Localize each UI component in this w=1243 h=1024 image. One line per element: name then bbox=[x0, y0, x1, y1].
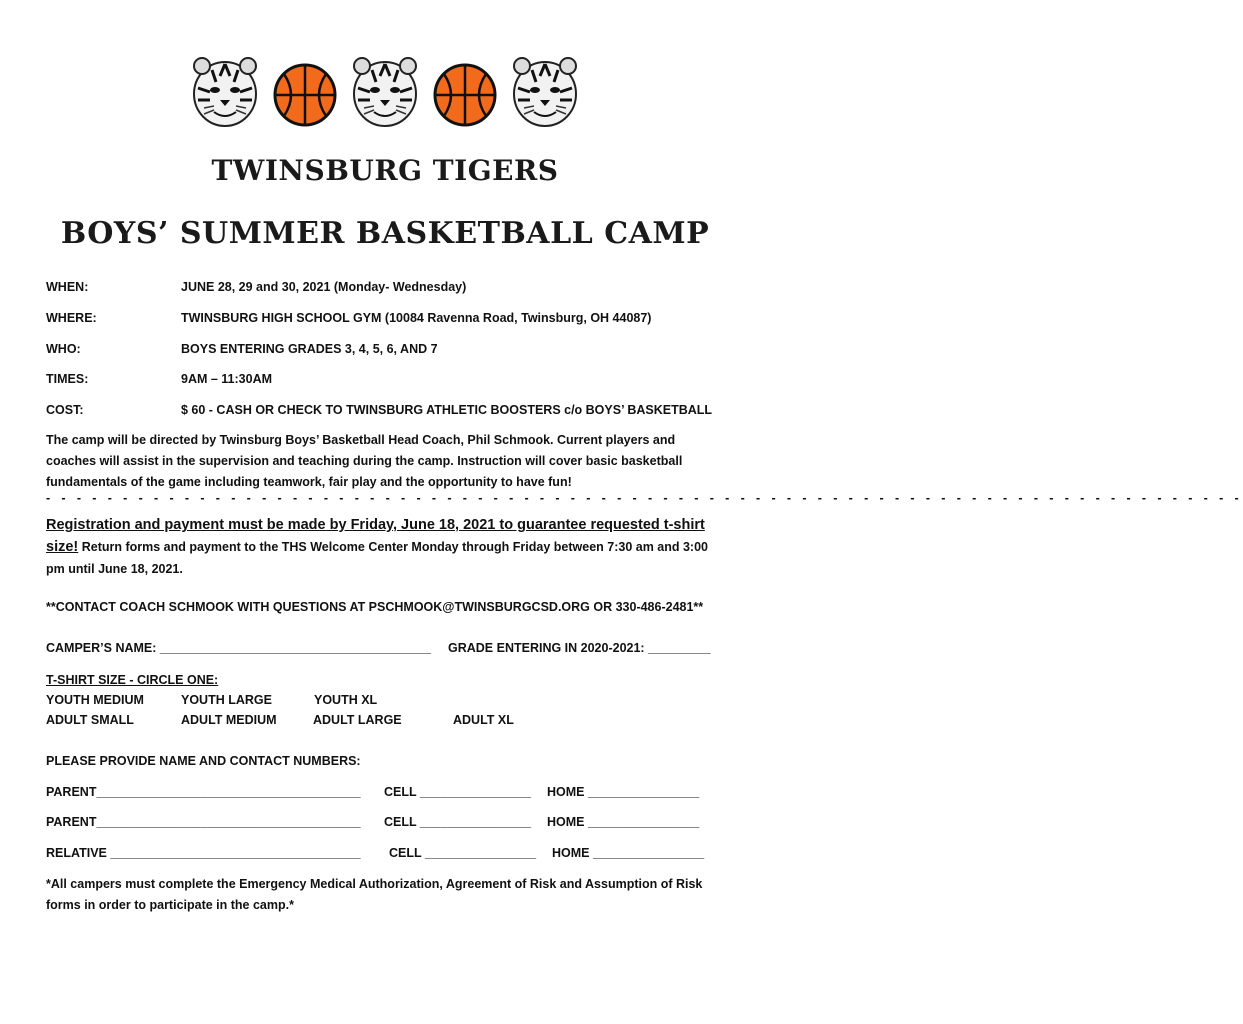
relative-cell-field: CELL ________________ bbox=[389, 846, 537, 860]
tshirt-option: YOUTH LARGE bbox=[181, 693, 272, 707]
detail-label: TIMES: bbox=[46, 372, 89, 386]
parent-cell-field: CELL ________________ bbox=[384, 815, 532, 829]
detail-value: TWINSBURG HIGH SCHOOL GYM (10084 Ravenna Road, Twinsburg, OH 44087) bbox=[181, 311, 652, 325]
contact-coach: **CONTACT COACH SCHMOOK WITH QUESTIONS AT PSCHMOOK@TWINSBURGCSD.ORG OR 330-486-2481** bbox=[46, 600, 704, 614]
tshirt-option: ADULT SMALL bbox=[46, 713, 134, 727]
registration-notice bbox=[46, 514, 726, 580]
cut-line-divider: - - - - - - - - - - - - - - - - - - - - - - - - - - - - - - - - - - - - - - - - - - - - - - - - - - - - - - - - - - - - - - - - - - - - - - - - - - - - - - bbox=[46, 491, 1243, 505]
tshirt-option: YOUTH XL bbox=[314, 693, 378, 707]
tiger-icon bbox=[190, 52, 260, 130]
detail-label: WHEN: bbox=[46, 280, 89, 294]
forms-footnote: *All campers must complete the Emergency Medical Authorization, Agreement of Risk and Assumption of Risk forms in order to participate in the camp.* bbox=[46, 877, 703, 912]
detail-value: 9AM – 11:30AM bbox=[181, 372, 273, 386]
detail-value: BOYS ENTERING GRADES 3, 4, 5, 6, AND 7 bbox=[181, 342, 438, 356]
tshirt-size-heading: T-SHIRT SIZE - CIRCLE ONE: bbox=[46, 673, 219, 687]
tshirt-option: ADULT XL bbox=[453, 713, 514, 727]
contacts-heading: PLEASE PROVIDE NAME AND CONTACT NUMBERS: bbox=[46, 754, 361, 768]
school-title: TWINSBURG TIGERS bbox=[211, 154, 559, 187]
detail-label: COST: bbox=[46, 403, 84, 417]
tiger-icon bbox=[350, 52, 420, 130]
relative-home-field: HOME ________________ bbox=[552, 846, 705, 860]
detail-label: WHO: bbox=[46, 342, 81, 356]
parent-name-field: PARENT______________________________________ bbox=[46, 815, 361, 829]
detail-label: WHERE: bbox=[46, 311, 97, 325]
grade-entering-field: GRADE ENTERING IN 2020-2021: _________ bbox=[448, 641, 711, 655]
registration-instructions: Return forms and payment to the THS Welcome Center Monday through Friday between 7:30 am and 3:00 pm until June 18, 2021. bbox=[46, 540, 708, 576]
logo-banner bbox=[190, 52, 582, 136]
parent-cell-field: CELL ________________ bbox=[384, 785, 532, 799]
basketball-icon bbox=[272, 62, 338, 128]
basketball-icon bbox=[432, 62, 498, 128]
camper-name-field: CAMPER’S NAME: _______________________________________ bbox=[46, 641, 432, 655]
camp-description: The camp will be directed by Twinsburg Boys’ Basketball Head Coach, Phil Schmook. Current players and coaches will assist in the supervision and teaching during the camp. Instruction will cover basic basketball fundamentals of the game including teamwork, fair play and the opportunity to have fun! bbox=[46, 433, 683, 489]
parent-home-field: HOME ________________ bbox=[547, 815, 700, 829]
parent-name-field: PARENT______________________________________ bbox=[46, 785, 361, 799]
tshirt-option: ADULT MEDIUM bbox=[181, 713, 277, 727]
tshirt-option: ADULT LARGE bbox=[313, 713, 402, 727]
detail-value: $ 60 - CASH OR CHECK TO TWINSBURG ATHLETIC BOOSTERS c/o BOYS’ BASKETBALL bbox=[181, 403, 713, 417]
registration-deadline: Registration and payment must be made by Friday, June 18, 2021 to guarantee requested t-shirt size! bbox=[46, 517, 705, 555]
detail-value: JUNE 28, 29 and 30, 2021 (Monday- Wednesday) bbox=[181, 280, 467, 294]
tshirt-option: YOUTH MEDIUM bbox=[46, 693, 144, 707]
tiger-icon bbox=[510, 52, 580, 130]
relative-name-field: RELATIVE ____________________________________ bbox=[46, 846, 361, 860]
parent-home-field: HOME ________________ bbox=[547, 785, 700, 799]
camp-title: BOYS’ SUMMER BASKETBALL CAMP bbox=[60, 216, 710, 251]
